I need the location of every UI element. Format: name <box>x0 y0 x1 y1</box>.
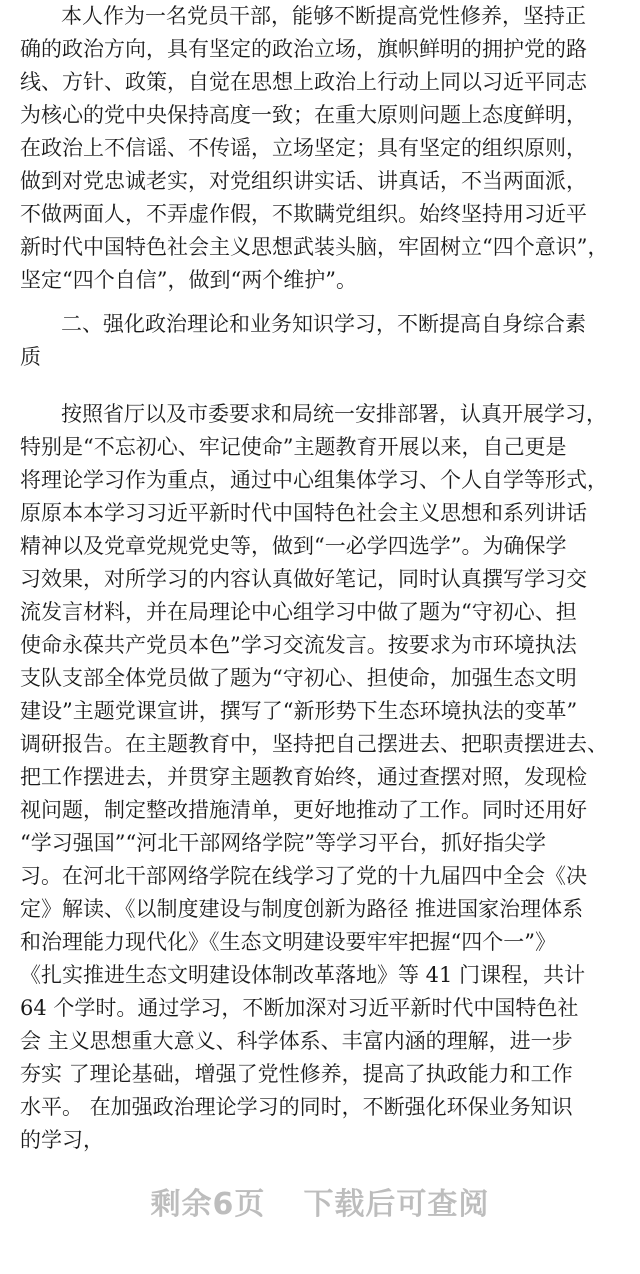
text-line: 《扎实推进生态文明建设体制改革落地》等 41 门课程，共计 <box>20 963 586 987</box>
text-line: 的学习， <box>20 1128 104 1152</box>
text-line: 将理论学习作为重点，通过中心组集体学习、个人自学等形式， <box>20 468 608 492</box>
text-line: 坚定“四个自信”，做到“两个维护”。 <box>20 268 357 292</box>
text-line: 定》解读、《以制度建设与制度创新为路径 推进国家治理体系 <box>20 897 584 921</box>
text-line: 把工作摆进去，并贯穿主题教育始终，通过查摆对照，发现检 <box>20 765 587 789</box>
text-line: 流发言材料，并在局理论中心组学习中做了题为“守初心、担 <box>20 600 577 624</box>
text-line: 调研报告。在主题教育中，坚持把自己摆进去、把职责摆进去、 <box>20 732 608 756</box>
text-line: 确的政治方向，具有坚定的政治立场，旗帜鲜明的拥护党的路 <box>20 37 587 61</box>
text-line: 水平。 在加强政治理论学习的同时，不断强化环保业务知识 <box>20 1095 573 1119</box>
text-line: 特别是“不忘初心、牢记使命”主题教育开展以来，自己更是 <box>20 435 567 459</box>
text-line: 做到对党忠诚老实，对党组织讲实话、讲真话，不当两面派， <box>20 169 587 193</box>
text-line: 精神以及党章党规党史等，做到“一必学四选学”。为确保学 <box>20 534 567 558</box>
download-hint-label: 下载后可查阅 <box>303 1187 490 1222</box>
text-line: 在政治上不信谣、不传谣，立场坚定；具有坚定的组织原则， <box>20 136 587 160</box>
text-line: 按照省厅以及市委要求和局统一安排部署，认真开展学习， <box>61 402 607 426</box>
text-line: 夯实 了理论基础，增强了党性修养，提高了执政能力和工作 <box>20 1062 573 1086</box>
text-line: 支队支部全体党员做了题为“守初心、担使命，加强生态文明 <box>20 666 577 690</box>
text-line: 使命永葆共产党员本色”学习交流发言。按要求为市环境执法 <box>20 633 577 657</box>
text-line: 会 主义思想重大意义、科学体系、丰富内涵的理解，进一步 <box>20 1029 573 1053</box>
text-line: 建设”主题党课宣讲，撰写了“新形势下生态环境执法的变革” <box>20 699 578 723</box>
text-line: 本人作为一名党员干部，能够不断提高党性修养，坚持正 <box>61 4 586 28</box>
text-line: 不做两面人，不弄虚作假，不欺瞒党组织。始终坚持用习近平 <box>20 202 587 226</box>
text-line: 为核心的党中央保持高度一致；在重大原则问题上态度鲜明， <box>20 103 587 127</box>
text-line: 新时代中国特色社会主义思想武装头脑，牢固树立“四个意识”， <box>20 235 609 259</box>
text-line: 线、方针、政策，自觉在思想上政治上行动上同以习近平同志 <box>20 70 587 94</box>
heading-line: 二、强化政治理论和业务知识学习，不断提高自身综合素 <box>61 312 586 336</box>
download-prompt[interactable] <box>0 1185 640 1225</box>
text-line: 习。在河北干部网络学院在线学习了党的十九届四中全会《决 <box>20 864 587 888</box>
text-line: 习效果，对所学习的内容认真做好笔记，同时认真撰写学习交 <box>20 567 587 591</box>
text-line: 原原本本学习习近平新时代中国特色社会主义思想和系列讲话 <box>20 501 587 525</box>
text-line: “学习强国”“河北干部网络学院”等学习平台，抓好指尖学 <box>20 831 546 855</box>
text-line: 64 个学时。通过学习，不断加深对习近平新时代中国特色社 <box>20 996 579 1020</box>
text-line: 视问题，制定整改措施清单，更好地推动了工作。同时还用好 <box>20 798 587 822</box>
remaining-pages-label: 剩余6页 <box>150 1187 266 1222</box>
heading-line: 质 <box>20 345 41 369</box>
text-line: 和治理能力现代化》《生态文明建设要牢牢把握“四个一”》 <box>20 930 556 954</box>
